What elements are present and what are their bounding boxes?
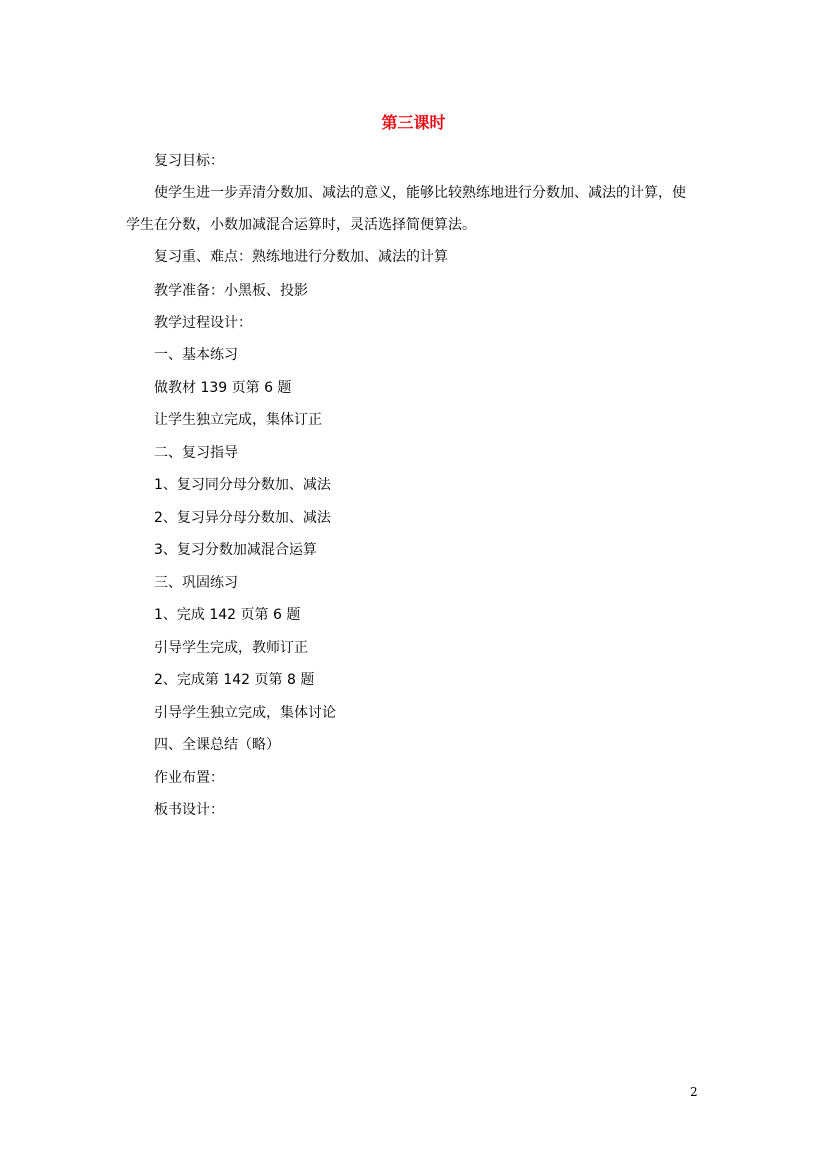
homework-heading: 作业布置： <box>154 770 224 786</box>
list-item: 做教材 139 页第 6 题 <box>154 380 292 396</box>
list-item: 3、复习分数加减混合运算 <box>154 542 317 558</box>
goal-text-line-1: 使学生进一步弄清分数加、减法的意义，能够比较熟练地进行分数加、减法的计算，使 <box>154 185 686 201</box>
section-review-guidance: 二、复习指导 <box>154 445 238 461</box>
list-item: 2、复习异分母分数加、减法 <box>154 510 331 526</box>
board-design-heading: 板书设计： <box>154 802 224 818</box>
page-number: 2 <box>690 1085 698 1099</box>
section-consolidation: 三、巩固练习 <box>154 575 238 591</box>
list-item: 1、完成 142 页第 6 题 <box>154 607 301 623</box>
section-basic-practice: 一、基本练习 <box>154 347 238 363</box>
list-item: 引导学生完成，教师订正 <box>154 640 308 656</box>
goal-text-line-2: 学生在分数，小数加减混合运算时，灵活选择简便算法。 <box>126 217 476 233</box>
document-title: 第三课时 <box>381 113 446 132</box>
list-item: 2、完成第 142 页第 8 题 <box>154 672 315 688</box>
process-design-heading: 教学过程设计： <box>154 315 252 331</box>
list-item: 让学生独立完成，集体订正 <box>154 412 322 428</box>
review-goals-heading: 复习目标： <box>154 153 224 169</box>
list-item: 引导学生独立完成，集体讨论 <box>154 705 336 721</box>
teaching-prep-line: 教学准备：小黑板、投影 <box>154 283 308 299</box>
key-points-line: 复习重、难点：熟练地进行分数加、减法的计算 <box>154 249 448 265</box>
section-summary: 四、全课总结（略） <box>154 737 280 753</box>
list-item: 1、复习同分母分数加、减法 <box>154 477 331 493</box>
